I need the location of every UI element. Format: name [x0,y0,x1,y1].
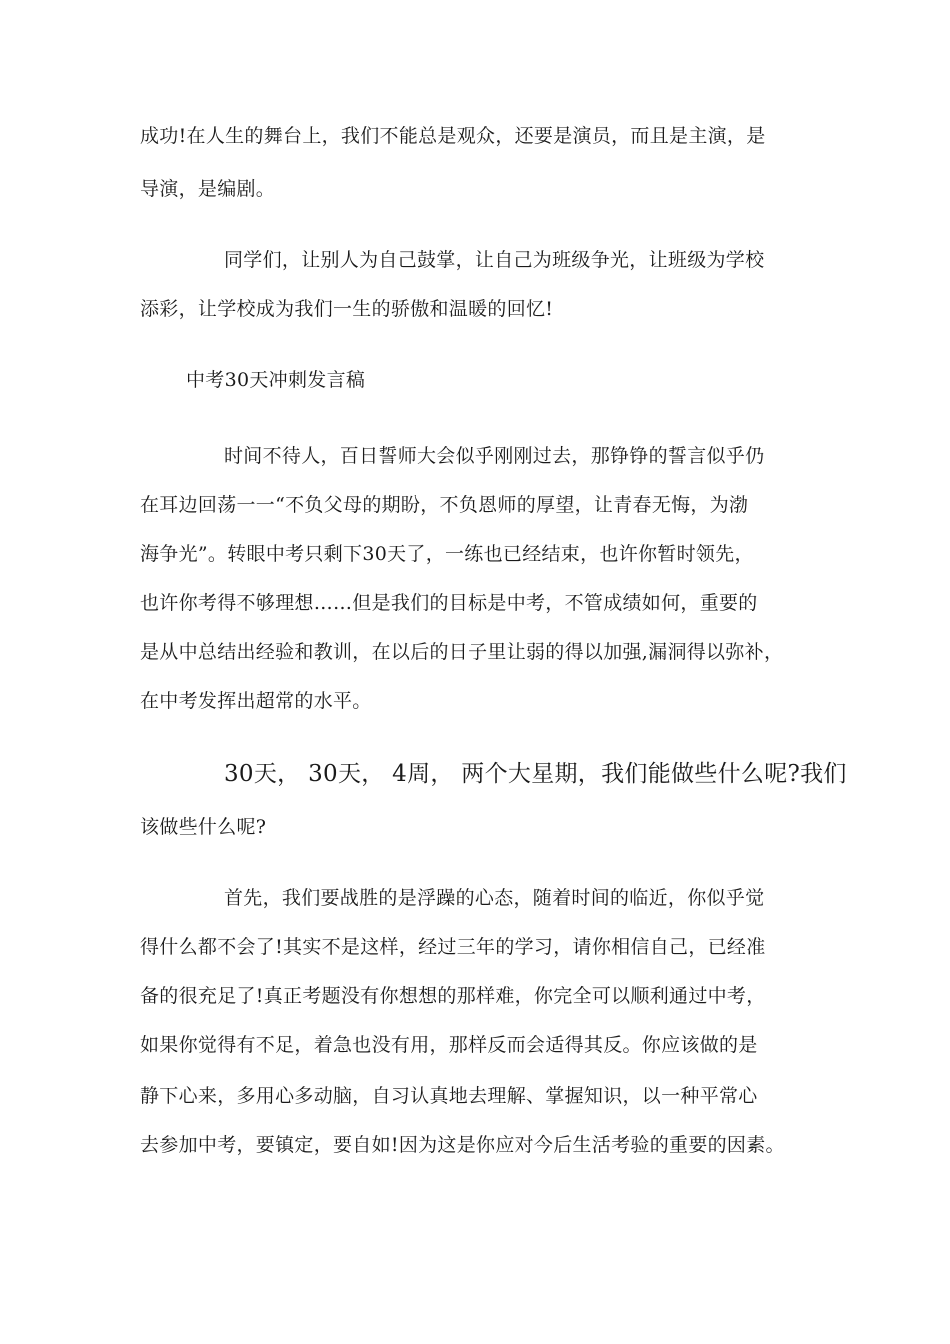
text-line: 时间不待人，百日誓师大会似乎刚刚过去，那铮铮的誓言似乎仍 [224,445,765,467]
text-line: 该做些什么呢? [140,816,267,838]
text-line: 首先，我们要战胜的是浮躁的心态，随着时间的临近，你似乎觉 [224,887,765,909]
text-line: 30天， 30天， 4周， 两个大星期，我们能做些什么呢?我们 [224,761,847,787]
text-line: 导演，是编剧。 [140,178,276,200]
section-title: 中考30天冲刺发言稿 [186,369,366,391]
text-line: 是从中总结出经验和教训，在以后的日子里让弱的得以加强,漏洞得以弥补， [140,641,784,663]
text-line: 海争光”。转眼中考只剩下30天了，一练也已经结束，也许你暂时领先， [140,543,754,565]
text-line: 在耳边回荡一一“不负父母的期盼，不负恩师的厚望，让青春无悔，为渤 [140,494,749,516]
text-line: 同学们，让别人为自己鼓掌，让自己为班级争光，让班级为学校 [224,249,765,271]
text-line: 添彩，让学校成为我们一生的骄傲和温暖的回忆! [140,298,554,320]
text-line: 如果你觉得有不足，着急也没有用，那样反而会适得其反。你应该做的是 [140,1034,758,1056]
text-line: 得什么都不会了!其实不是这样，经过三年的学习，请你相信自己，已经准 [140,936,766,958]
text-line: 静下心来，多用心多动脑，自习认真地去理解、掌握知识，以一种平常心 [140,1085,758,1107]
text-line: 也许你考得不够理想……但是我们的目标是中考，不管成绩如何，重要的 [140,592,758,614]
text-line: 备的很充足了!真正考题没有你想想的那样难，你完全可以顺利通过中考， [140,985,766,1007]
text-line: 在中考发挥出超常的水平。 [140,690,372,712]
text-line: 成功!在人生的舞台上，我们不能总是观众，还要是演员，而且是主演，是 [140,125,766,147]
text-line: 去参加中考，要镇定，要自如!因为这是你应对今后生活考验的重要的因素。 [140,1134,785,1156]
